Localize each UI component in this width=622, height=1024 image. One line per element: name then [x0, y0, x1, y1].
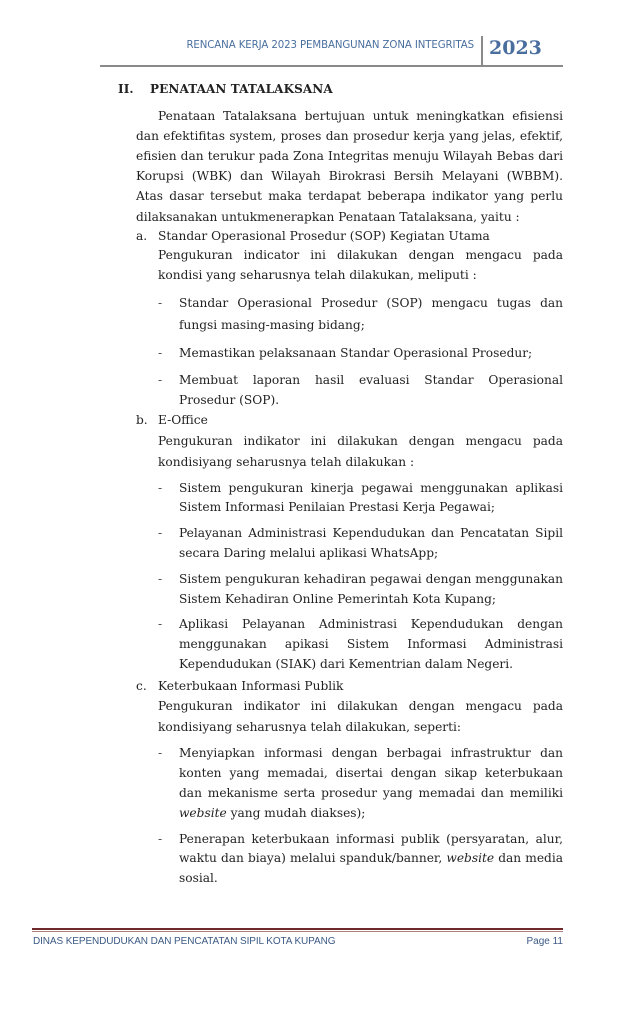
footer-rule	[32, 928, 563, 932]
list-item-b	[136, 411, 563, 675]
bullet-item: - Penerapan keterbukaan informasi publik (persyaratan, alur, waktu dan biaya) melalui spanduk/banner, website dan media sosial.	[158, 831, 563, 886]
dash-bullet-icon: -	[158, 295, 163, 310]
list-item-c	[136, 677, 563, 889]
header-title: RENCANA KERJA 2023 PEMBANGUNAN ZONA INTEGRITAS	[186, 40, 474, 51]
item-description: Pengukuran indikator ini dilakukan dengan mengacu pada kondisiyang seharusnya telah dilakukan, seperti:	[158, 699, 563, 735]
dash-bullet-icon: -	[158, 746, 163, 761]
item-letter: c.	[136, 678, 147, 693]
bullet-item: - Memastikan pelaksanaan Standar Operasional Prosedur;	[158, 344, 563, 364]
section-heading	[118, 80, 563, 100]
header-rule	[100, 65, 563, 67]
bullet-item: - Menyiapkan informasi dengan berbagai infrastruktur dan konten yang memadai, disertai dengan sikap keterbukaan dan mekanisme serta prosedur yang memadai dan memiliki website yang mudah diakses);	[158, 746, 563, 820]
bullet-item: - Aplikasi Pelayanan Administrasi Kependudukan dengan menggunakan apikasi Sistem Informasi Administrasi Kependudukan (SIAK) dari Kementrian dalam Negeri.	[158, 617, 563, 671]
bullet-item: - Membuat laporan hasil evaluasi Standar Operasional Prosedur (SOP).	[158, 373, 563, 408]
intro-paragraph: Penataan Tatalaksana bertujuan untuk meningkatkan efisiensi dan efektifitas system, proses dan prosedur kerja yang jelas, efektif, efisien dan terukur pada Zona Integritas menuju Wilayah Bebas dari Korupsi (WBK) dan Wilayah Birokrasi Bersih Melayani (WBBM). Atas dasar tersebut maka terdapat beberapa indikator yang perlu dilaksanakan untukmenerapkan Penataan Tatalaksana, yaitu :	[136, 108, 563, 224]
dash-bullet-icon: -	[158, 345, 163, 360]
section-title: PENATAAN TATALAKSANA	[150, 82, 333, 96]
item-title: Keterbukaan Informasi Publik	[158, 678, 344, 693]
item-letter: a.	[136, 228, 148, 243]
header-year: 2023	[489, 37, 542, 59]
bullet-list	[158, 479, 563, 675]
list-item-a	[136, 227, 563, 411]
dash-bullet-icon: -	[158, 617, 163, 632]
section-number: II.	[118, 82, 134, 96]
item-title: E-Office	[158, 412, 208, 427]
page-number: Page 11	[526, 936, 563, 947]
dash-bullet-icon: -	[158, 831, 163, 846]
item-description: Pengukuran indicator ini dilakukan dengan mengacu pada kondisi yang seharusnya telah dilakukan, meliputi :	[158, 248, 563, 282]
bullet-item: - Standar Operasional Prosedur (SOP) mengacu tugas dan fungsi masing-masing bidang;	[158, 292, 563, 336]
bullet-item: - Sistem pengukuran kinerja pegawai menggunakan aplikasi Sistem Informasi Penilaian Prestasi Kerja Pegawai;	[158, 480, 563, 515]
dash-bullet-icon: -	[158, 480, 163, 495]
dash-bullet-icon: -	[158, 526, 163, 541]
header-divider	[481, 36, 483, 67]
footer-organization: DINAS KEPENDUDUKAN DAN PENCATATAN SIPIL KOTA KUPANG	[33, 936, 336, 947]
dash-bullet-icon: -	[158, 373, 163, 388]
bullet-item: - Sistem pengukuran kehadiran pegawai dengan menggunakan Sistem Kehadiran Online Pemerintah Kota Kupang;	[158, 571, 563, 606]
item-letter: b.	[136, 412, 148, 427]
item-description: Pengukuran indikator ini dilakukan dengan mengacu pada kondisiyang seharusnya telah dilakukan :	[158, 433, 563, 469]
bullet-list	[158, 744, 563, 889]
dash-bullet-icon: -	[158, 571, 163, 586]
item-title: Standar Operasional Prosedur (SOP) Kegiatan Utama	[158, 228, 490, 243]
bullet-list	[158, 292, 563, 411]
page-body	[118, 80, 563, 889]
bullet-item: - Pelayanan Administrasi Kependudukan dan Pencatatan Sipil secara Daring melalui aplikasi WhatsApp;	[158, 526, 563, 560]
